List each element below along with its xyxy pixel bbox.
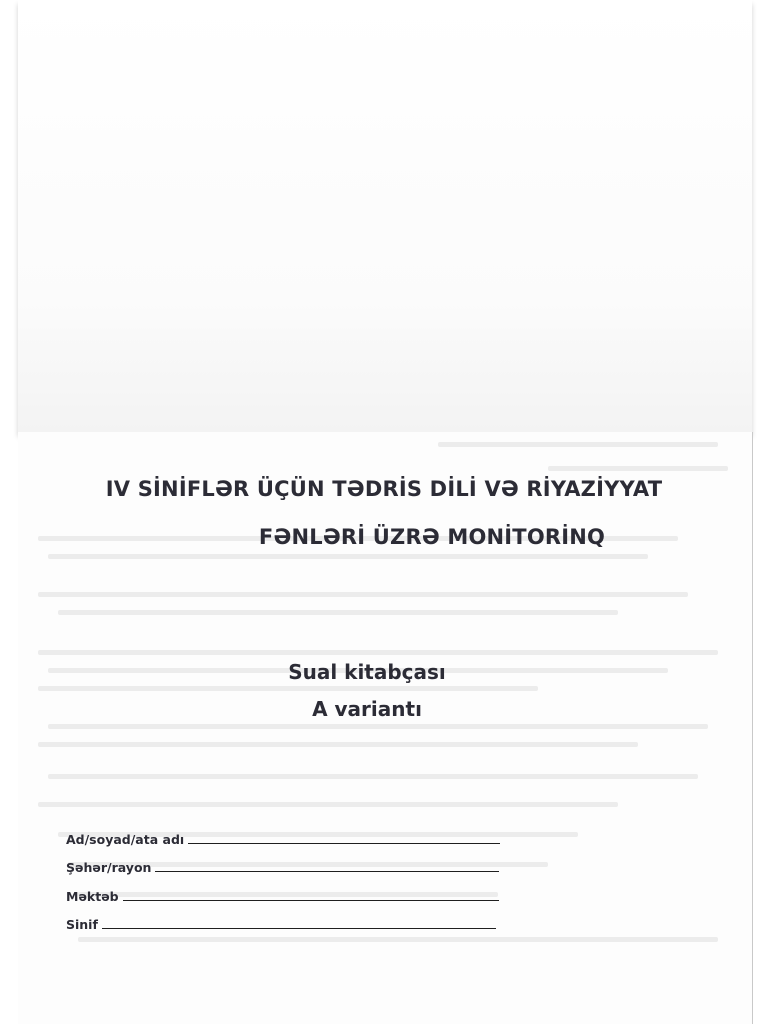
booklet-sheet xyxy=(18,432,753,1024)
school-field[interactable] xyxy=(66,884,499,904)
city-district-field-line[interactable] xyxy=(155,871,499,872)
city-district-field[interactable] xyxy=(66,855,499,875)
variant-label: A variantı xyxy=(312,697,422,721)
folded-cover-flap xyxy=(18,0,752,433)
class-field-label: Sinif xyxy=(66,917,98,932)
bleed-through-text xyxy=(38,742,638,747)
city-district-field-label: Şəhər/rayon xyxy=(66,860,152,875)
bleed-through-text xyxy=(48,554,648,559)
bleed-through-text xyxy=(48,774,698,779)
name-field-line[interactable] xyxy=(188,843,500,844)
bleed-through-text xyxy=(58,610,618,615)
class-field[interactable] xyxy=(66,912,496,932)
bleed-through-text xyxy=(78,937,718,942)
name-field-label: Ad/soyad/ata adı xyxy=(66,832,185,847)
school-field-line[interactable] xyxy=(123,900,499,901)
bleed-through-text xyxy=(48,724,708,729)
bleed-through-text xyxy=(38,650,718,655)
school-field-label: Məktəb xyxy=(66,889,119,904)
bleed-through-text xyxy=(548,466,728,471)
bleed-through-text xyxy=(438,442,718,447)
document-title-line-2: FƏNLƏRİ ÜZRƏ MONİTORİNQ xyxy=(258,525,606,549)
bleed-through-text xyxy=(38,802,618,807)
name-field[interactable] xyxy=(66,827,500,847)
bleed-through-text xyxy=(38,592,688,597)
document-title-line-1: IV SİNİFLƏR ÜÇÜN TƏDRİS DİLİ VƏ RİYAZİYYAT xyxy=(105,477,663,501)
bleed-through-text xyxy=(38,686,538,691)
booklet-label: Sual kitabçası xyxy=(288,660,446,684)
class-field-line[interactable] xyxy=(102,928,496,929)
